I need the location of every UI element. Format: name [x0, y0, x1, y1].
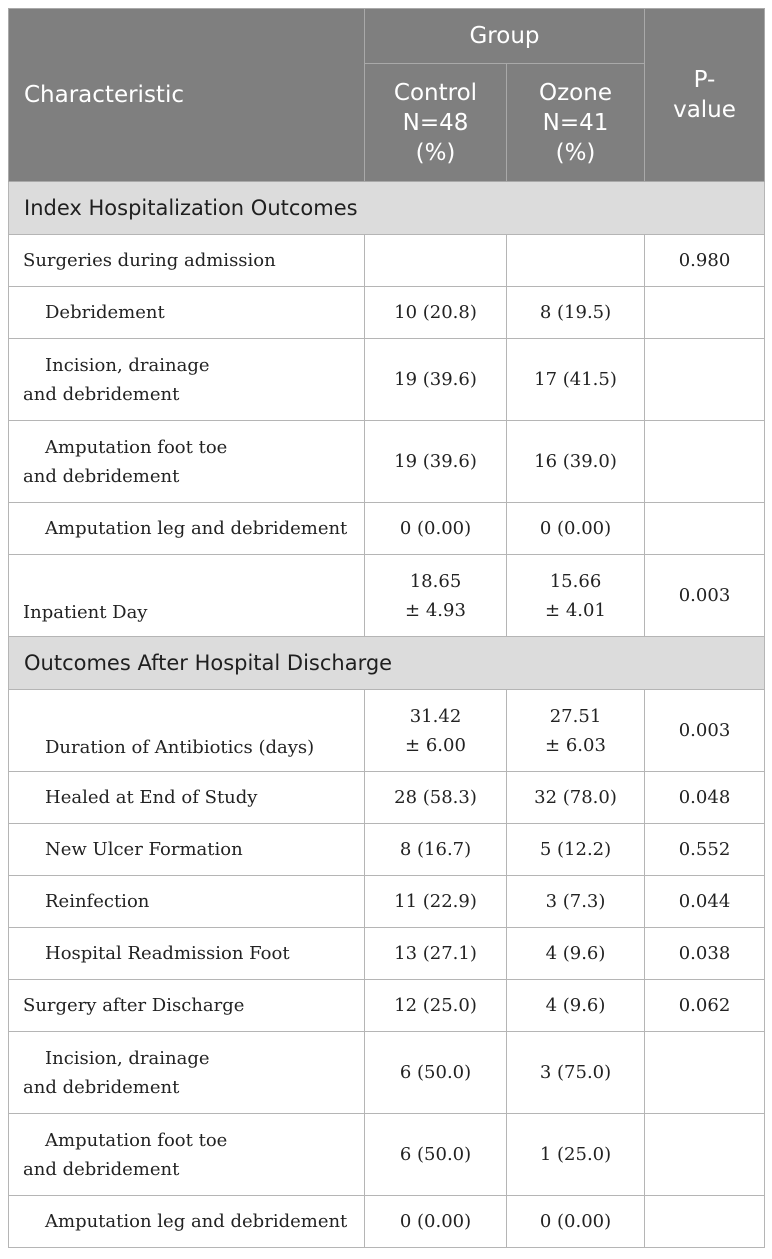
ozone-value: 0 (0.00) — [507, 503, 645, 555]
table-row — [9, 235, 765, 287]
p-value: 0.980 — [645, 235, 765, 287]
header-control: Control N=48 (%) — [365, 64, 507, 182]
ozone-value: 17 (41.5) — [507, 339, 645, 421]
p-value — [645, 339, 765, 421]
table-row — [9, 287, 765, 339]
row-label: Hospital Readmission Foot — [9, 928, 365, 980]
section-title: Index Hospitalization Outcomes — [9, 182, 765, 235]
control-value: 0 (0.00) — [365, 503, 507, 555]
p-value: 0.003 — [645, 555, 765, 637]
ozone-value: 15.66 ± 4.01 — [507, 555, 645, 637]
row-label: Surgery after Discharge — [9, 980, 365, 1032]
ozone-value: 3 (75.0) — [507, 1032, 645, 1114]
ozone-value: 32 (78.0) — [507, 772, 645, 824]
row-label: Duration of Antibiotics (days) — [9, 690, 365, 772]
p-value — [645, 1114, 765, 1196]
p-value: 0.552 — [645, 824, 765, 876]
p-value — [645, 503, 765, 555]
table-body — [9, 182, 765, 1248]
row-label: Inpatient Day — [9, 555, 365, 637]
table-row — [9, 876, 765, 928]
control-value: 6 (50.0) — [365, 1114, 507, 1196]
outcomes-table — [8, 8, 765, 1248]
p-value: 0.038 — [645, 928, 765, 980]
header-pvalue: P- value — [645, 9, 765, 182]
row-label: Amputation leg and debridement — [9, 1196, 365, 1248]
row-label: Healed at End of Study — [9, 772, 365, 824]
table-row — [9, 339, 765, 421]
table-row — [9, 421, 765, 503]
ozone-value: 4 (9.6) — [507, 928, 645, 980]
table-row — [9, 690, 765, 772]
row-label: New Ulcer Formation — [9, 824, 365, 876]
row-label: Reinfection — [9, 876, 365, 928]
ozone-value: 16 (39.0) — [507, 421, 645, 503]
ozone-value: 1 (25.0) — [507, 1114, 645, 1196]
table-row — [9, 928, 765, 980]
ozone-value: 27.51 ± 6.03 — [507, 690, 645, 772]
ozone-value: 8 (19.5) — [507, 287, 645, 339]
table-header — [9, 9, 765, 182]
ozone-value — [507, 235, 645, 287]
header-characteristic: Characteristic — [9, 9, 365, 182]
row-label: Debridement — [9, 287, 365, 339]
ozone-value: 4 (9.6) — [507, 980, 645, 1032]
table-row — [9, 980, 765, 1032]
p-value: 0.062 — [645, 980, 765, 1032]
control-value: 11 (22.9) — [365, 876, 507, 928]
control-value: 0 (0.00) — [365, 1196, 507, 1248]
row-label: Amputation foot toe and debridement — [9, 1114, 365, 1196]
section-title: Outcomes After Hospital Discharge — [9, 637, 765, 690]
control-value: 19 (39.6) — [365, 339, 507, 421]
table-container — [8, 8, 765, 1248]
control-value: 19 (39.6) — [365, 421, 507, 503]
p-value — [645, 1196, 765, 1248]
row-label: Incision, drainage and debridement — [9, 339, 365, 421]
control-value: 18.65 ± 4.93 — [365, 555, 507, 637]
row-label: Amputation foot toe and debridement — [9, 421, 365, 503]
table-row — [9, 555, 765, 637]
ozone-value: 3 (7.3) — [507, 876, 645, 928]
p-value — [645, 421, 765, 503]
control-value: 8 (16.7) — [365, 824, 507, 876]
row-label: Surgeries during admission — [9, 235, 365, 287]
control-value: 13 (27.1) — [365, 928, 507, 980]
ozone-value: 0 (0.00) — [507, 1196, 645, 1248]
table-row — [9, 772, 765, 824]
ozone-value: 5 (12.2) — [507, 824, 645, 876]
row-label: Incision, drainage and debridement — [9, 1032, 365, 1114]
control-value: 10 (20.8) — [365, 287, 507, 339]
table-row — [9, 503, 765, 555]
row-label: Amputation leg and debridement — [9, 503, 365, 555]
table-row — [9, 824, 765, 876]
p-value: 0.044 — [645, 876, 765, 928]
table-row — [9, 1032, 765, 1114]
p-value: 0.003 — [645, 690, 765, 772]
table-row — [9, 1114, 765, 1196]
table-row — [9, 1196, 765, 1248]
header-ozone: Ozone N=41 (%) — [507, 64, 645, 182]
p-value — [645, 287, 765, 339]
control-value — [365, 235, 507, 287]
p-value: 0.048 — [645, 772, 765, 824]
section-row — [9, 637, 765, 690]
section-row — [9, 182, 765, 235]
control-value: 31.42 ± 6.00 — [365, 690, 507, 772]
control-value: 28 (58.3) — [365, 772, 507, 824]
header-group: Group — [365, 9, 645, 64]
control-value: 12 (25.0) — [365, 980, 507, 1032]
p-value — [645, 1032, 765, 1114]
control-value: 6 (50.0) — [365, 1032, 507, 1114]
